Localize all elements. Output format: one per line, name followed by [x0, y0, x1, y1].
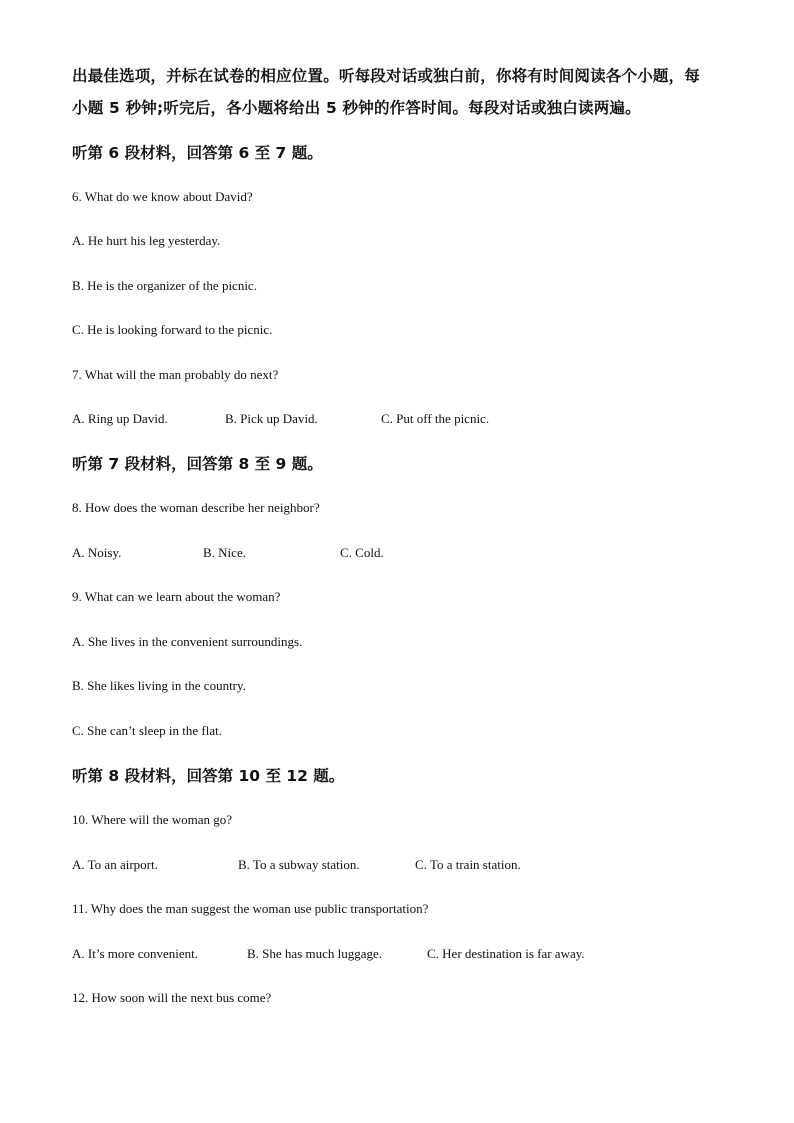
option-9c: C. She can’t sleep in the flat.: [72, 723, 222, 738]
option-8c: C. Cold.: [340, 545, 384, 560]
option-10b: B. To a subway station.: [238, 857, 360, 872]
section-heading-8: 听第 8 段材料，回答第 10 至 12 题。: [72, 767, 345, 785]
option-11a: A. It’s more convenient.: [72, 946, 198, 961]
question-stem-9: 9. What can we learn about the woman?: [72, 589, 281, 604]
question-stem-7: 7. What will the man probably do next?: [72, 367, 279, 382]
option-9b: B. She likes living in the country.: [72, 678, 246, 693]
option-6a: A. He hurt his leg yesterday.: [72, 233, 221, 248]
section-heading-7: 听第 7 段材料，回答第 8 至 9 题。: [72, 455, 323, 473]
question-stem-8: 8. How does the woman describe her neighbor?: [72, 500, 320, 515]
option-7b: B. Pick up David.: [225, 411, 318, 426]
option-10c: C. To a train station.: [415, 857, 521, 872]
option-8b: B. Nice.: [203, 545, 246, 560]
option-11b: B. She has much luggage.: [247, 946, 383, 961]
option-8a: A. Noisy.: [72, 545, 122, 560]
question-stem-12: 12. How soon will the next bus come?: [72, 990, 272, 1005]
instructions-line-1: 出最佳选项，并标在试卷的相应位置。听每段对话或独白前，你将有时间阅读各个小题，每: [72, 67, 701, 85]
question-stem-10: 10. Where will the woman go?: [72, 812, 233, 827]
option-6b: B. He is the organizer of the picnic.: [72, 278, 257, 293]
option-7a: A. Ring up David.: [72, 411, 168, 426]
option-11c: C. Her destination is far away.: [427, 946, 585, 961]
section-heading-6: 听第 6 段材料，回答第 6 至 7 题。: [72, 144, 323, 162]
option-10a: A. To an airport.: [72, 857, 158, 872]
question-stem-6: 6. What do we know about David?: [72, 189, 253, 204]
option-7c: C. Put off the picnic.: [381, 411, 490, 426]
question-stem-11: 11. Why does the man suggest the woman use public transportation?: [72, 901, 429, 916]
option-9a: A. She lives in the convenient surroundings.: [72, 634, 303, 649]
instructions-line-2: 小题 5 秒钟;听完后，各小题将给出 5 秒钟的作答时间。每段对话或独白读两遍。: [72, 99, 641, 117]
option-6c: C. He is looking forward to the picnic.: [72, 322, 273, 337]
